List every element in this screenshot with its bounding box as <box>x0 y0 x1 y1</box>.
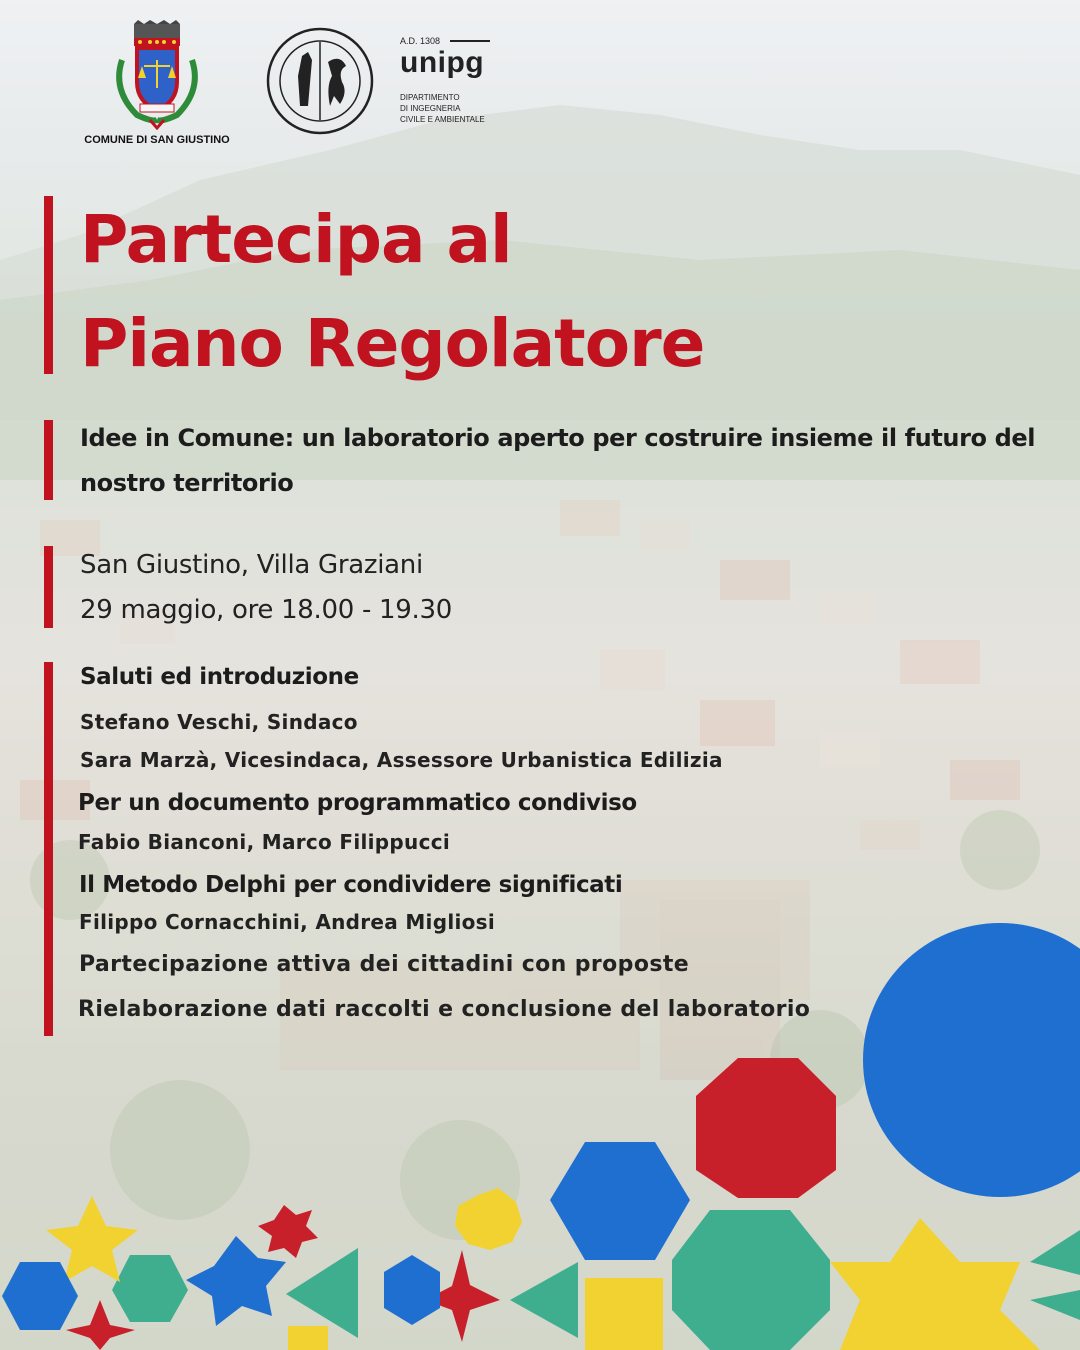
title-line: Piano Regolatore <box>80 305 705 382</box>
yellow-square-shape <box>585 1278 663 1350</box>
blue-circle-shape <box>863 923 1080 1197</box>
yellow-star-shape <box>830 1218 1040 1350</box>
green-octagon-shape <box>672 1210 830 1350</box>
green-hexagon-shape <box>112 1255 188 1322</box>
red-octagon-shape <box>696 1058 836 1198</box>
unipg-year: A.D. 1308 <box>400 36 441 46</box>
blue-hexagon-shape <box>550 1142 690 1260</box>
program-speaker: Filippo Cornacchini, Andrea Migliosi <box>79 910 496 934</box>
dept-line: CIVILE E AMBIENTALE <box>400 115 485 124</box>
green-spike-shape <box>1030 1230 1080 1275</box>
dept-line: DI INGEGNERIA <box>400 104 461 113</box>
program-heading: Il Metodo Delphi per condividere significati <box>79 872 623 898</box>
green-spike-shape <box>1030 1290 1080 1320</box>
yellow-rect-shape <box>288 1326 328 1350</box>
event-datetime: 29 maggio, ore 18.00 - 19.30 <box>80 595 452 625</box>
program-speaker: Sara Marzà, Vicesindaca, Assessore Urbanistica Edilizia <box>80 748 723 772</box>
program-heading: Saluti ed introduzione <box>80 664 359 690</box>
program-speaker: Fabio Bianconi, Marco Filippucci <box>78 830 451 854</box>
green-triangle-shape <box>286 1248 358 1338</box>
program-item: Partecipazione attiva dei cittadini con proposte <box>79 952 690 977</box>
dept-line: DIPARTIMENTO <box>400 93 460 102</box>
yellow-nonagon-shape <box>455 1188 522 1250</box>
event-place: San Giustino, Villa Graziani <box>80 550 423 580</box>
program-heading: Per un documento programmatico condiviso <box>78 790 637 816</box>
subtitle: Idee in Comune: un laboratorio aperto per costruire insieme il futuro del nostro territorio <box>80 424 1036 497</box>
blue-hexagon-small-shape <box>384 1255 440 1325</box>
title-line: Partecipa al <box>80 201 512 278</box>
red-burst-shape <box>258 1205 318 1258</box>
program-speaker: Stefano Veschi, Sindaco <box>80 710 358 734</box>
program-item: Rielaborazione dati raccolti e conclusione del laboratorio <box>78 997 811 1022</box>
green-triangle-shape <box>510 1262 578 1338</box>
comune-name: COMUNE DI SAN GIUSTINO <box>84 134 230 146</box>
unipg-wordmark: unipg <box>400 46 485 79</box>
